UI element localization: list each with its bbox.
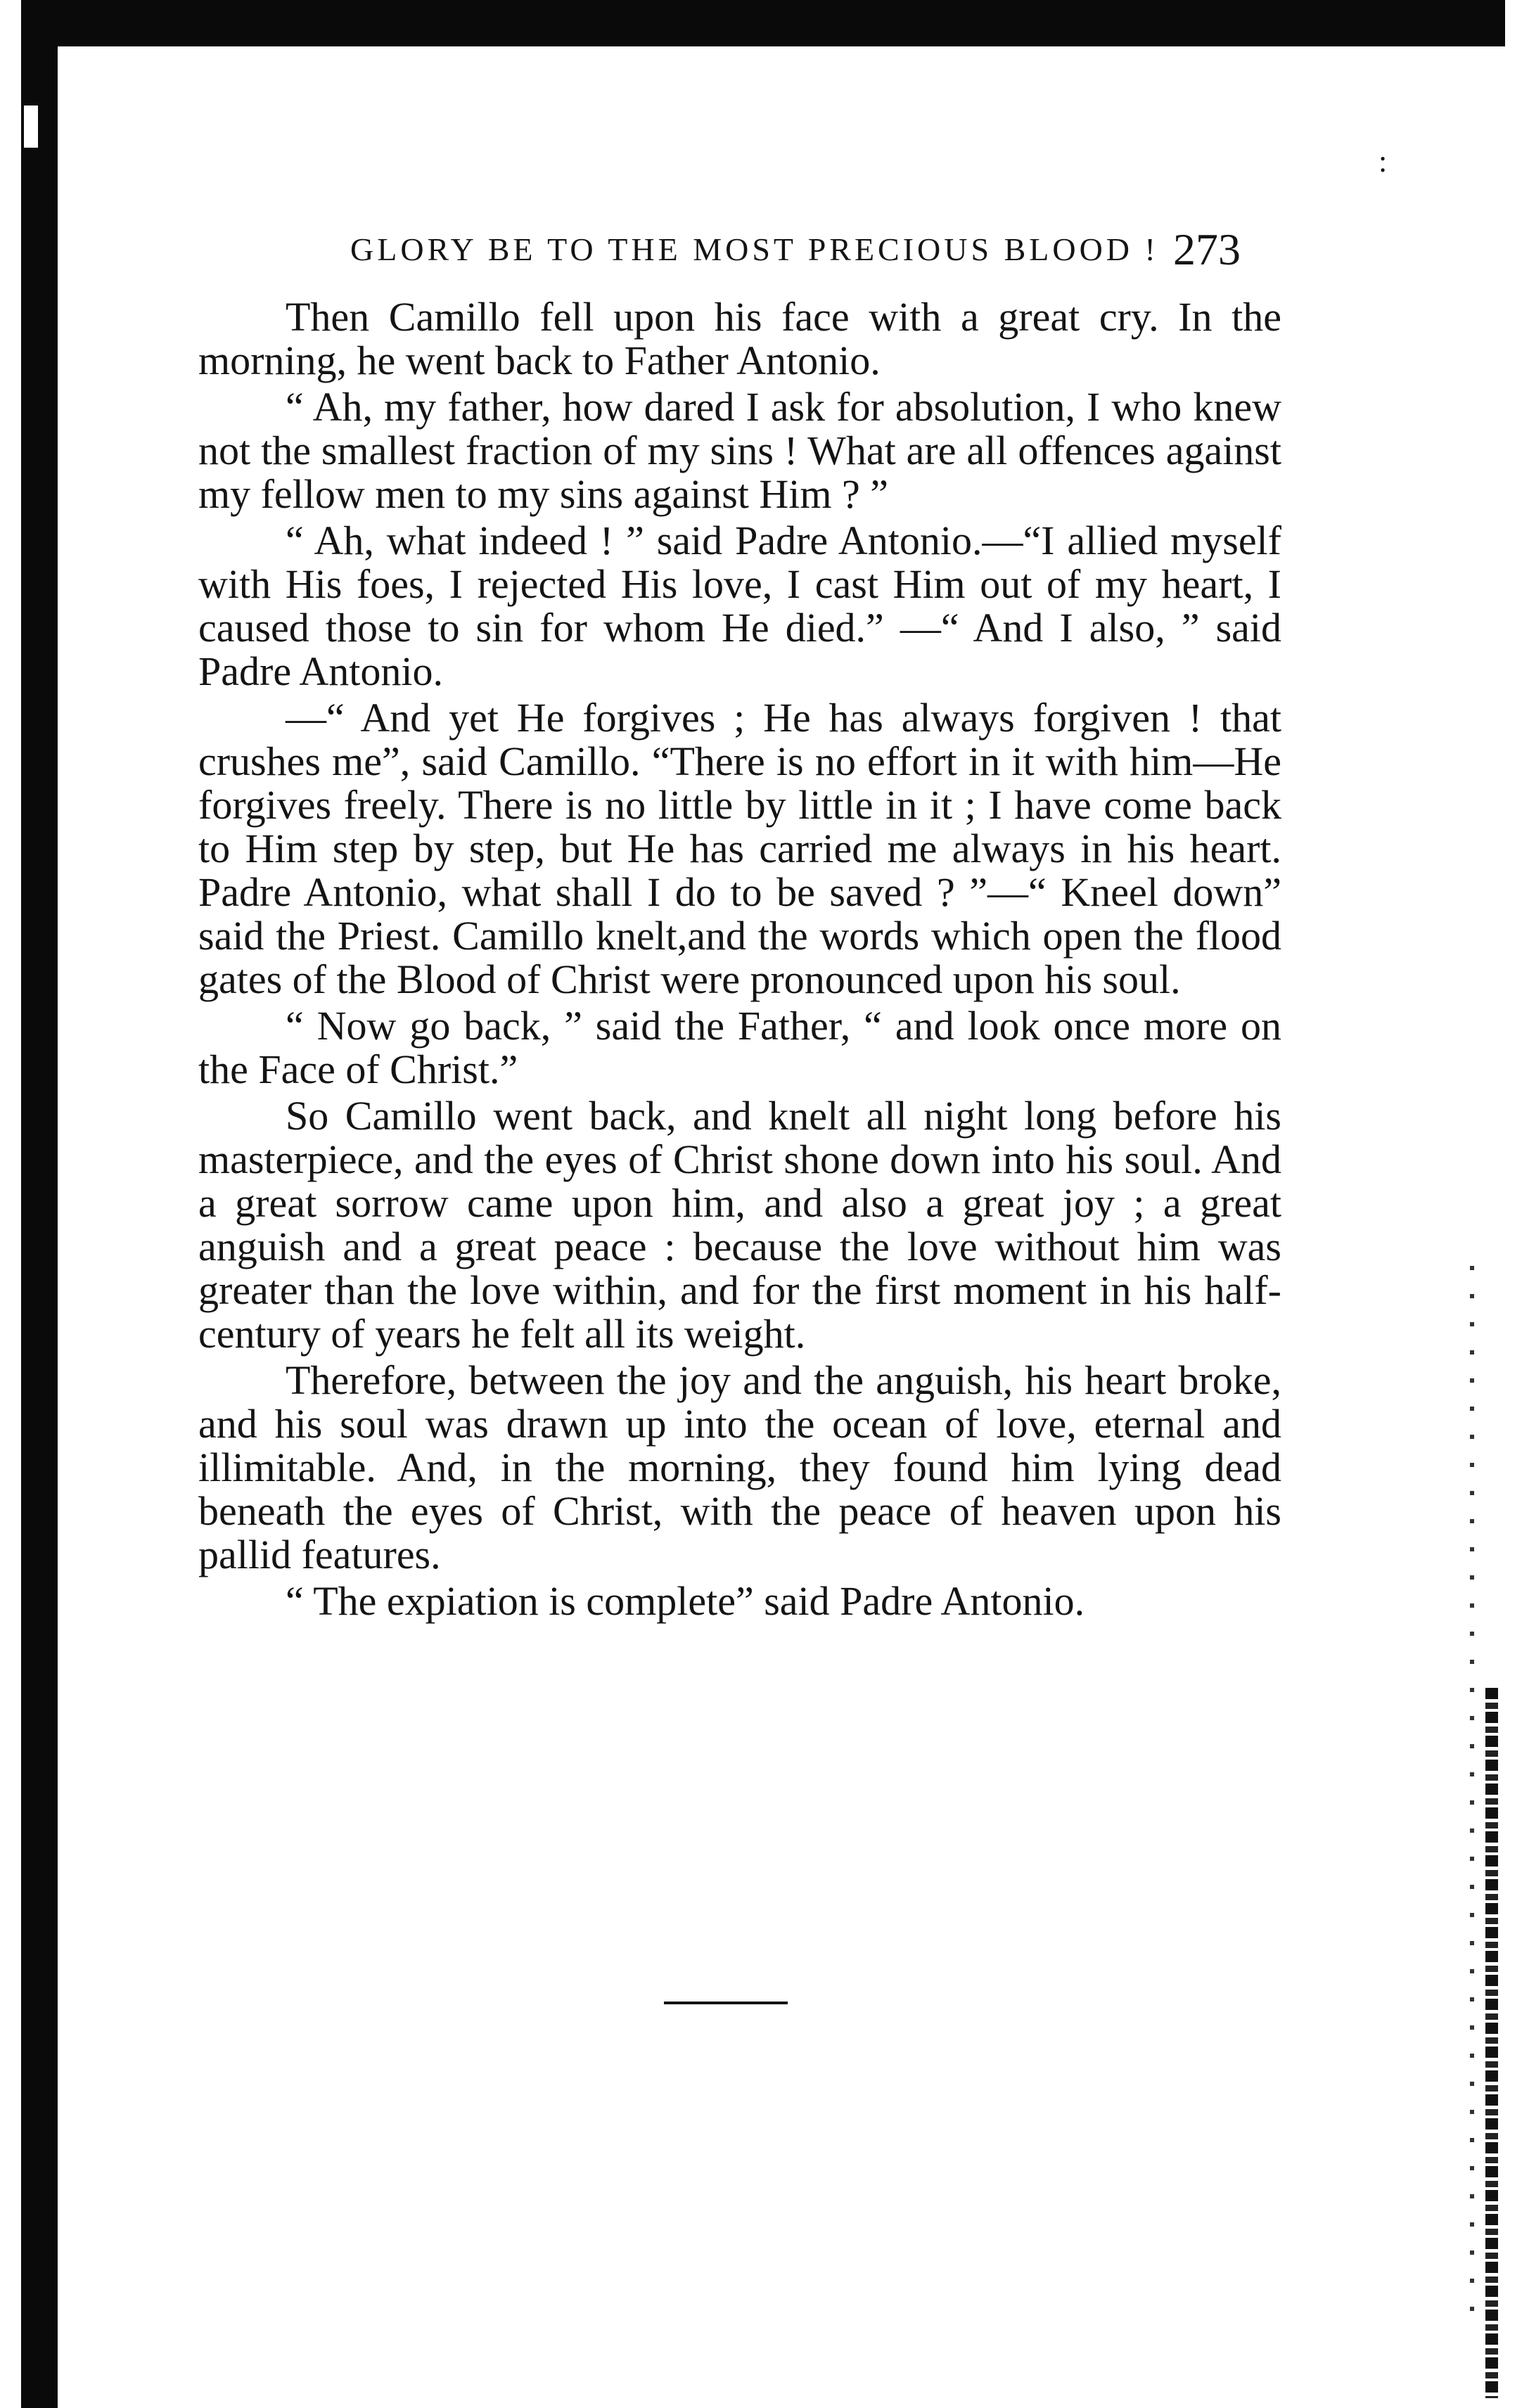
end-rule (664, 2002, 788, 2004)
paragraph: “ Ah, what indeed ! ” said Padre Antonio.—“I allied myself with His foes, I rejected His love, I cast Him out of my heart, I caused those to sin for whom He died.” —“ And I also, ” said Padre Antonio. (198, 518, 1281, 694)
paragraph: Therefore, between the joy and the anguish, his heart broke, and his soul was drawn up into the ocean of love, eternal and illimitable. And, in the morning, they found him lying dead beneath the eyes of Christ, with the peace of heaven upon his pallid features. (198, 1357, 1281, 1577)
margin-mark: : (1378, 144, 1388, 179)
scan-left-border (21, 0, 58, 2408)
scan-right-edge (1485, 1688, 1498, 2398)
scan-top-border (21, 0, 1505, 46)
paragraph: Then Camillo fell upon his face with a great cry. In the morning, he went back to Father Antonio. (198, 294, 1281, 383)
running-head: GLORY BE TO THE MOST PRECIOUS BLOOD ! (350, 231, 1159, 267)
paragraph: “ Now go back, ” said the Father, “ and look once more on the Face of Christ.” (198, 1003, 1281, 1092)
paragraph: —“ And yet He forgives ; He has always forgiven ! that crushes me”, said Camillo. “There is no effort in it with him—He forgives freely. There is no little by little in it ; I have come back to Him step by step, but He has carried me always in his heart. Padre Antonio, what shall I do to be saved ? ”—“ Kneel down” said the Priest. Camillo knelt,and the words which open the flood gates of the Blood of Christ were pronounced upon his soul. (198, 695, 1281, 1002)
paragraph: “ Ah, my father, how dared I ask for absolution, I who knew not the smallest fraction of my sins ! What are all offences against my fellow men to my sins against Him ? ” (198, 384, 1281, 517)
paragraph: So Camillo went back, and knelt all night long before his masterpiece, and the eyes of Christ shone down into his soul. And a great sorrow came upon him, and also a great joy ; a great anguish and a great peace : because the love without him was greater than the love within, and for the first moment in his half-century of years he felt all its weight. (198, 1093, 1281, 1357)
scan-right-edge-marks (1470, 1266, 1474, 2321)
body-text (198, 295, 1281, 1626)
paragraph: “ The expiation is complete” said Padre Antonio. (286, 1578, 1085, 1624)
page-number: 273 (1173, 224, 1241, 274)
scan-left-notch (24, 105, 38, 148)
